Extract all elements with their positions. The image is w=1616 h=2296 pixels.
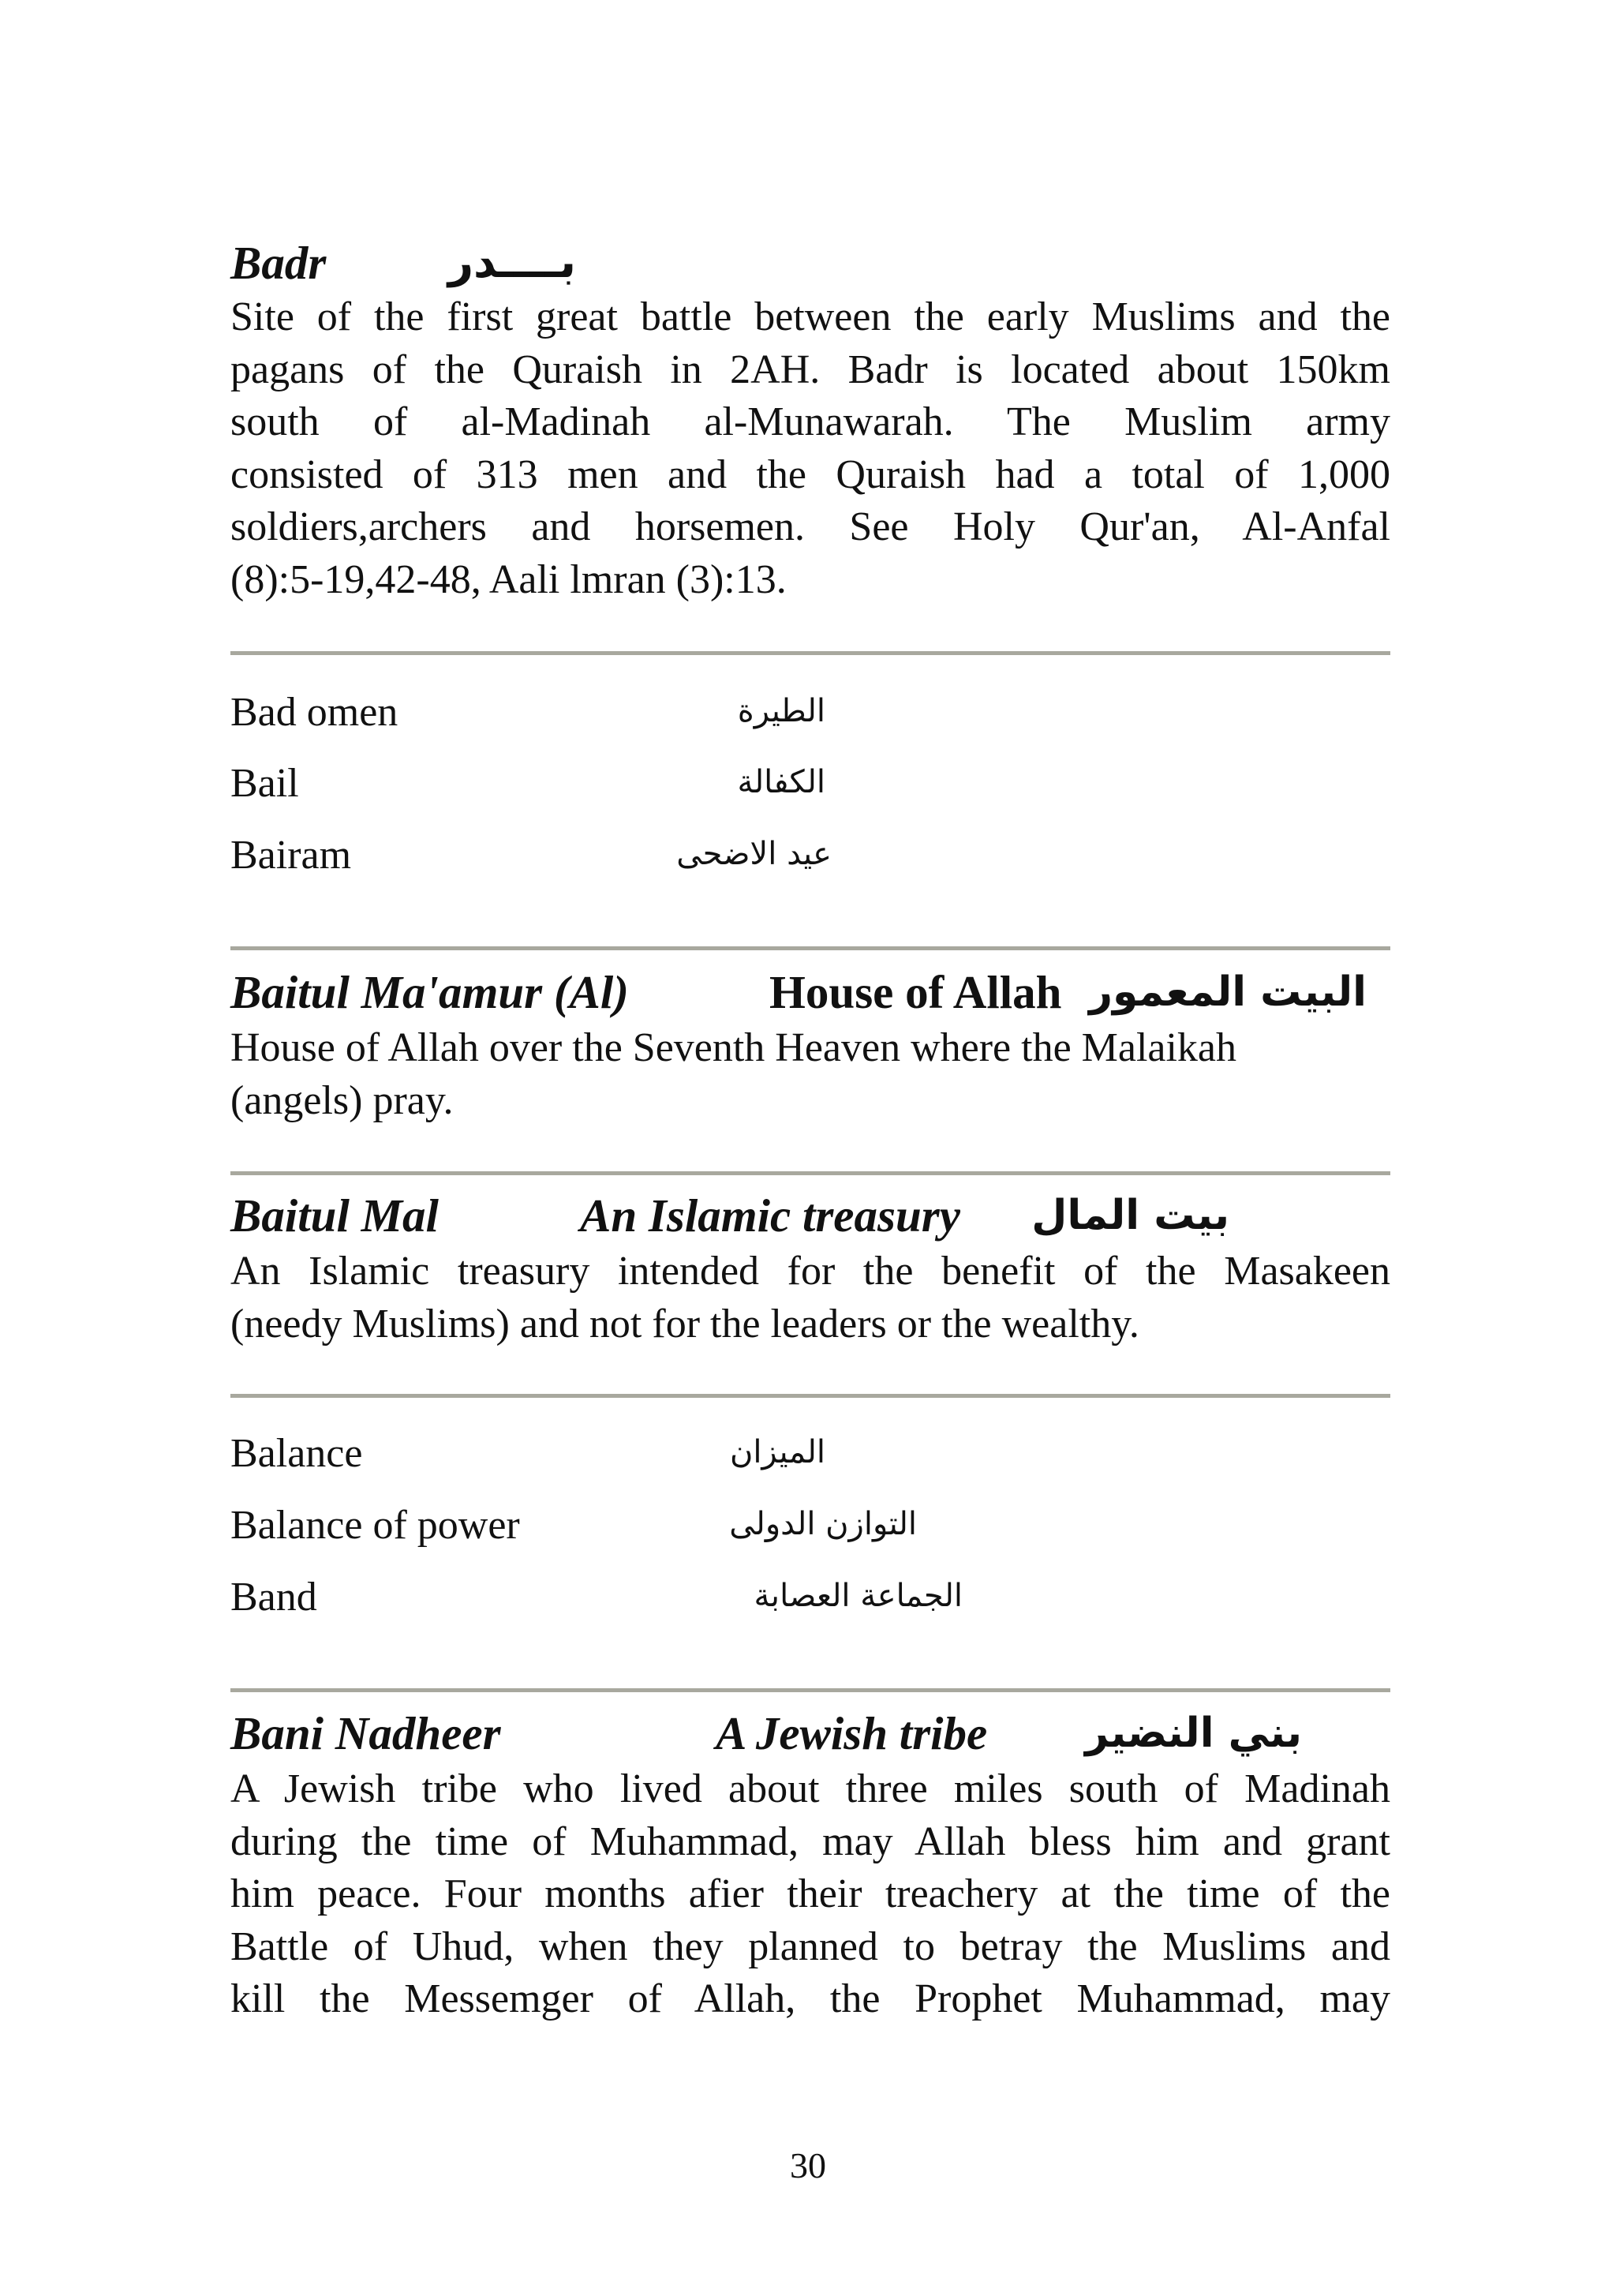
entry-subtitle: House of Allah xyxy=(769,966,1062,1018)
entry-term: Baitul Mal xyxy=(230,1189,439,1242)
entry-definition-baitul-mal xyxy=(230,1245,1390,1350)
vocab-arabic: التوازن الدولى xyxy=(729,1506,917,1542)
vocab-arabic: عيد الاضحى xyxy=(676,836,832,872)
entry-definition-baitul-maamur xyxy=(230,1022,1390,1127)
vocab-term: Band xyxy=(230,1575,317,1620)
section-divider xyxy=(230,946,1390,950)
definition-line: Site of the first great battle between the early Muslims and the xyxy=(230,294,1390,339)
section-divider xyxy=(230,651,1390,655)
entry-arabic-term: بني النضير xyxy=(1085,1710,1302,1757)
vocab-term: Bairam xyxy=(230,833,352,878)
section-divider xyxy=(230,1394,1390,1398)
definition-line: him peace. Four months afier their treachery at the time of the xyxy=(230,1871,1390,1916)
section-divider xyxy=(230,1688,1390,1692)
vocab-term: Balance xyxy=(230,1431,363,1476)
definition-line: (angels) pray. xyxy=(230,1077,454,1123)
definition-line: (8):5-19,42-48, Aali lmran (3):13. xyxy=(230,556,787,602)
definition-line: Battle of Uhud, when they planned to betray the Muslims and xyxy=(230,1923,1390,1969)
section-divider xyxy=(230,1171,1390,1175)
entry-heading-bani-nadheer xyxy=(230,1706,501,1761)
vocab-arabic: الجماعة العصابة xyxy=(754,1578,963,1614)
vocab-term: Bad omen xyxy=(230,690,398,735)
definition-line: pagans of the Quraish in 2AH. Badr is located about 150km xyxy=(230,346,1390,392)
entry-heading-baitul-mal xyxy=(230,1188,439,1243)
entry-arabic-term: البيت المعمور xyxy=(1089,968,1367,1016)
definition-line: An Islamic treasury intended for the benefit of the Masakeen xyxy=(230,1249,1390,1294)
definition-line: during the time of Muhammad, may Allah bless him and grant xyxy=(230,1818,1390,1864)
vocab-arabic: الميزان xyxy=(729,1434,825,1470)
entry-term: Badr xyxy=(230,237,327,289)
entry-arabic-term: بيت المال xyxy=(1031,1192,1229,1239)
entry-subtitle: A Jewish tribe xyxy=(716,1707,988,1759)
entry-subtitle: An Islamic treasury xyxy=(580,1189,960,1242)
definition-line: soldiers,archers and horsemen. See Holy Qur'an, Al-Anfal xyxy=(230,504,1390,549)
definition-line: A Jewish tribe who lived about three miles south of Madinah xyxy=(230,1766,1390,1811)
entry-definition-bani-nadheer xyxy=(230,1763,1390,2026)
definition-line: House of Allah over the Seventh Heaven where the Malaikah xyxy=(230,1025,1237,1070)
definition-line: consisted of 313 men and the Quraish had a total of 1,000 xyxy=(230,451,1390,497)
vocab-term: Balance of power xyxy=(230,1503,520,1548)
definition-line: kill the Messemger of Allah, the Prophet Muhammad, may xyxy=(230,1976,1390,2021)
entry-heading-baitul-maamur xyxy=(230,964,629,1020)
entry-definition-badr xyxy=(230,291,1390,606)
page-number: 30 xyxy=(790,2145,826,2186)
vocab-arabic: الطيرة xyxy=(737,693,825,729)
entry-heading-badr xyxy=(230,235,326,290)
entry-term: Bani Nadheer xyxy=(230,1707,501,1759)
entry-arabic-term: بــــدر xyxy=(447,237,576,288)
vocab-term: Bail xyxy=(230,761,299,806)
entry-term: Baitul Ma'amur (Al) xyxy=(230,966,629,1018)
vocab-arabic: الكفالة xyxy=(737,764,825,800)
definition-line: south of al-Madinah al-Munawarah. The Muslim army xyxy=(230,399,1390,444)
definition-line: (needy Muslims) and not for the leaders or the wealthy. xyxy=(230,1301,1139,1347)
